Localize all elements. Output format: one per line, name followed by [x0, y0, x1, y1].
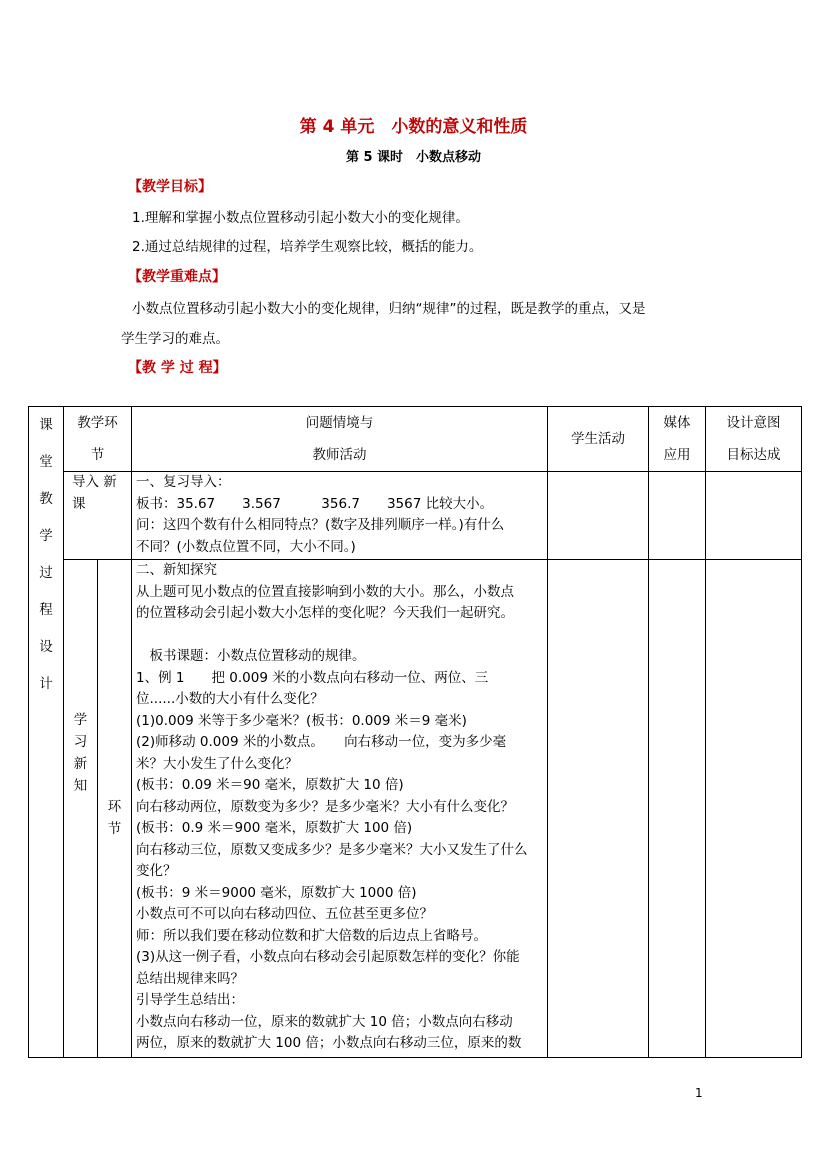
header-stage-line: 教学环: [77, 415, 118, 431]
row2-line: (2)师移动 0.009 米的小数点。 向右移动一位，变为多少毫: [136, 734, 507, 750]
row2-media: [649, 560, 706, 1058]
key-points-line-1: 小数点位置移动引起小数大小的变化规律，归纳“规律”的过程，既是教学的重点，又是: [132, 301, 646, 317]
row2-student: [548, 560, 649, 1058]
row2-line: (1)0.009 米等于多少毫米？(板书：0.009 米＝9 毫米): [136, 712, 467, 729]
header-teacher-line: 问题情境与: [305, 415, 374, 431]
side-label-cell: [29, 407, 64, 1058]
side-label-char: 过: [39, 565, 53, 581]
row2-stage-char: 知: [73, 778, 88, 794]
row1-line: 一、复习导入：: [136, 474, 231, 490]
goal-1: 1.理解和掌握小数点位置移动引起小数大小的变化规律。: [132, 210, 469, 226]
row2-line: (板书：0.09 米＝90 毫米，原数扩大 10 倍): [136, 777, 404, 793]
key-points-line-2: 学生学习的难点。: [121, 331, 229, 347]
row1-line: 板书：35.67 3.567 356.7 3567 比较大小。: [136, 495, 494, 512]
row2-line: 位......小数的大小有什么变化？: [136, 691, 324, 707]
row2-sub-char: 环: [107, 799, 122, 815]
row1-line: 问：这四个数有什么相同特点？(数字及排列顺序一样。)有什么: [136, 517, 505, 533]
row2-sub: [98, 560, 132, 1058]
row2-line: 向右移动三位，原数又变成多少？是多少毫米？大小又发生了什么: [136, 841, 528, 858]
row2-line: 小数点向右移动一位，原来的数就扩大 10 倍；小数点向右移动: [136, 1013, 513, 1030]
row2-stage: [64, 560, 98, 1058]
row2-line: 小数点可不可以向右移动四位、五位甚至更多位？: [136, 906, 433, 922]
row2-line: 变化？: [136, 863, 177, 879]
header-stage: [64, 407, 132, 472]
process-heading: 【教 学 过 程】: [128, 360, 227, 376]
row2-line: 二、新知探究: [136, 562, 217, 578]
row2-teacher: [132, 560, 548, 1058]
row2-line: (板书：0.9 米＝900 毫米，原数扩大 100 倍): [136, 820, 413, 836]
row2-line: 师：所以我们要在移动位数和扩大倍数的后边点上省略号。: [136, 927, 487, 944]
goal-2: 2.通过总结规律的过程，培养学生观察比较，概括的能力。: [132, 239, 483, 255]
header-media-line: 应用: [663, 447, 691, 463]
row2-line: 板书课题：小数点位置移动的规律。: [136, 648, 366, 664]
page-number: 1: [695, 1086, 703, 1100]
row1-stage: [64, 472, 132, 560]
goals-heading: 【教学目标】: [128, 179, 212, 195]
header-design-line: 设计意图: [726, 415, 781, 431]
header-student: 学生活动: [548, 407, 649, 472]
row2-line: 总结出规律来吗？: [136, 970, 244, 987]
row1-stage-line: 导入 新: [72, 474, 117, 490]
side-label-char: 程: [39, 602, 53, 618]
side-label-char: 设: [39, 639, 53, 655]
header-media-line: 媒体: [663, 415, 691, 431]
side-label-char: 计: [39, 676, 53, 692]
header-teacher: [132, 407, 548, 472]
row2-stage-char: 学: [73, 712, 88, 728]
side-label-char: 学: [39, 528, 53, 544]
row2-design: [706, 560, 802, 1058]
process-table: [28, 406, 802, 1058]
row1-student: [548, 472, 649, 560]
row1-stage-line: 课: [72, 495, 86, 512]
row1-media: [649, 472, 706, 560]
row1-design: [706, 472, 802, 560]
row2-line: 从上题可见小数点的位置直接影响到小数的大小。那么，小数点: [136, 583, 514, 600]
lesson-subtitle: 第 5 课时 小数点移动: [345, 150, 482, 165]
side-label-char: 教: [39, 491, 53, 507]
row2-line: (板书：9 米＝9000 毫米，原数扩大 1000 倍): [136, 884, 417, 901]
row2-line: [132, 625, 547, 647]
row2-line: 两位，原来的数就扩大 100 倍；小数点向右移动三位，原来的数: [136, 1035, 522, 1051]
header-teacher-line: 教师活动: [312, 447, 367, 463]
header-media: [649, 407, 706, 472]
row2-line: 的位置移动会引起小数大小怎样的变化呢？今天我们一起研究。: [136, 605, 514, 621]
side-label-char: 堂: [39, 454, 53, 470]
row2-line: 向右移动两位，原数变为多少？是多少毫米？大小有什么变化？: [136, 798, 514, 815]
header-stage-line: 节: [90, 447, 105, 463]
header-design: [706, 407, 802, 472]
row1-teacher: [132, 472, 548, 560]
header-design-line: 目标达成: [726, 447, 781, 463]
side-label-char: 课: [39, 417, 53, 433]
key-points-heading: 【教学重难点】: [128, 269, 226, 285]
row2-stage-char: 习: [73, 734, 88, 750]
row1-line: 不同？(小数点位置不同，大小不同。): [136, 538, 356, 555]
document-title: 第 4 单元 小数的意义和性质: [299, 117, 528, 137]
row2-line: 引导学生总结出：: [136, 992, 244, 1008]
row2-line: (3)从这一例子看，小数点向右移动会引起原数怎样的变化？你能: [136, 949, 520, 965]
row2-line: 米？大小发生了什么变化？: [136, 755, 298, 772]
row2-line: 1、例 1 把 0.009 米的小数点向右移动一位、两位、三: [136, 669, 489, 686]
row2-sub-char: 节: [107, 821, 122, 837]
row2-stage-char: 新: [73, 756, 88, 772]
